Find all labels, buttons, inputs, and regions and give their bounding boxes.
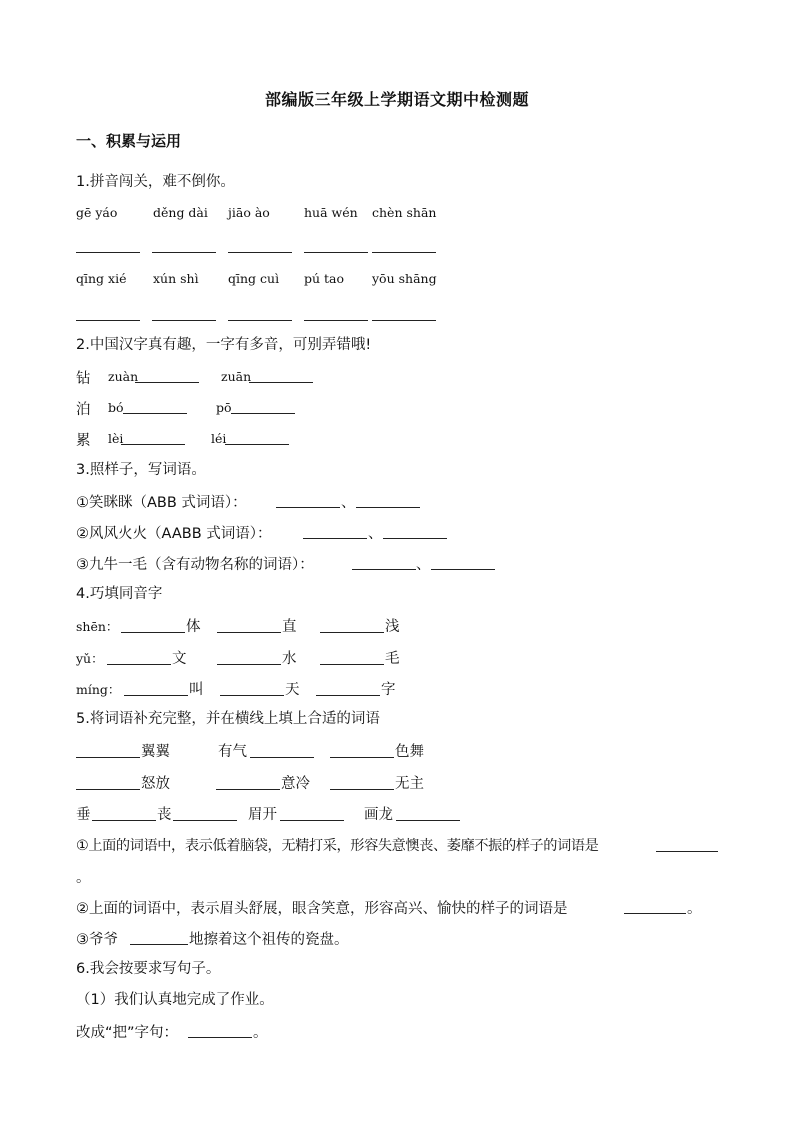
answer-blank[interactable]	[124, 695, 188, 696]
pinyin-reading: míng：	[76, 682, 121, 697]
answer-blank[interactable]	[220, 695, 284, 696]
question-5-label: 5.将词语补充完整，并在横线上填上合适的词语	[76, 711, 380, 727]
answer-blank[interactable]	[231, 413, 295, 414]
answer-blank[interactable]	[130, 944, 188, 945]
example-prompt: ③九牛一毛（含有动物名称的词语）：	[76, 557, 314, 573]
pinyin-reading: bó	[108, 400, 124, 415]
sentence-end: 。	[687, 901, 702, 917]
polyphone-char: 钻	[76, 371, 91, 387]
sub-question-text: 地擦着这个祖传的瓷盘。	[189, 932, 349, 948]
answer-blank[interactable]	[372, 320, 436, 321]
polyphone-char: 累	[76, 433, 91, 449]
separator: 、	[416, 557, 431, 573]
homophone-char: 体	[186, 619, 201, 635]
pinyin-item: gē yáo	[76, 205, 118, 220]
pinyin-reading: zuān	[221, 369, 252, 384]
homophone-char: 水	[282, 651, 297, 667]
pinyin-item: qīng cuì	[228, 271, 280, 286]
q6-item-1: （1）我们认真地完成了作业。	[76, 992, 274, 1008]
answer-blank[interactable]	[320, 632, 384, 633]
sentence-end: 。	[76, 870, 91, 886]
pinyin-item: chèn shān	[372, 205, 437, 220]
homophone-char: 叫	[189, 682, 204, 698]
answer-blank[interactable]	[372, 252, 436, 253]
pinyin-reading: yǔ：	[76, 651, 104, 666]
answer-blank[interactable]	[431, 569, 495, 570]
answer-blank[interactable]	[188, 1037, 252, 1038]
answer-blank[interactable]	[135, 382, 199, 383]
idiom-part: 意冷	[281, 776, 310, 792]
answer-blank[interactable]	[304, 252, 368, 253]
answer-blank[interactable]	[330, 757, 394, 758]
idiom-part: 怒放	[141, 776, 170, 792]
rewrite-prompt: 改成“把”字句：	[76, 1025, 179, 1041]
answer-blank[interactable]	[121, 444, 185, 445]
pinyin-item: xún shì	[153, 271, 199, 286]
polyphone-char: 泊	[76, 402, 91, 418]
answer-blank[interactable]	[316, 695, 380, 696]
idiom-part: 有气	[218, 744, 247, 760]
answer-blank[interactable]	[383, 538, 447, 539]
answer-blank[interactable]	[225, 444, 289, 445]
answer-blank[interactable]	[624, 913, 686, 914]
answer-blank[interactable]	[352, 569, 416, 570]
example-prompt: ②风风火火（AABB 式词语）：	[76, 526, 272, 542]
answer-blank[interactable]	[280, 820, 344, 821]
pinyin-reading: pō	[216, 400, 232, 415]
sub-question-text: ①上面的词语中，表示低着脑袋，无精打采，形容失意懊丧、萎靡不振的样子的词语是	[76, 838, 599, 854]
question-4-label: 4.巧填同音字	[76, 586, 163, 602]
pinyin-item: qīng xié	[76, 271, 127, 286]
answer-blank[interactable]	[396, 820, 460, 821]
homophone-char: 直	[282, 619, 297, 635]
question-3-label: 3.照样子，写词语。	[76, 462, 206, 478]
example-prompt: ①笑眯眯（ABB 式词语）：	[76, 495, 247, 511]
idiom-part: 色舞	[395, 744, 424, 760]
pinyin-item: huā wén	[304, 205, 358, 220]
answer-blank[interactable]	[356, 507, 420, 508]
answer-blank[interactable]	[152, 320, 216, 321]
pinyin-reading: lèi	[108, 431, 124, 446]
homophone-char: 浅	[385, 619, 400, 635]
answer-blank[interactable]	[76, 789, 140, 790]
answer-blank[interactable]	[123, 413, 187, 414]
answer-blank[interactable]	[228, 320, 292, 321]
answer-blank[interactable]	[76, 757, 140, 758]
question-1-label: 1.拼音闯关，难不倒你。	[76, 174, 235, 190]
answer-blank[interactable]	[330, 789, 394, 790]
sub-question-text: ③爷爷	[76, 932, 118, 948]
idiom-part: 丧	[157, 807, 172, 823]
homophone-char: 文	[172, 651, 187, 667]
answer-blank[interactable]	[121, 632, 185, 633]
answer-blank[interactable]	[249, 382, 313, 383]
homophone-char: 字	[381, 682, 396, 698]
sub-question-text: ②上面的词语中，表示眉头舒展，眼含笑意，形容高兴、愉快的样子的词语是	[76, 901, 568, 917]
separator: 、	[368, 526, 383, 542]
pinyin-item: děng dài	[153, 205, 208, 220]
sentence-end: 。	[253, 1025, 268, 1041]
pinyin-reading: zuàn	[108, 369, 139, 384]
answer-blank[interactable]	[276, 507, 340, 508]
separator: 、	[341, 495, 356, 511]
idiom-part: 垂	[76, 807, 91, 823]
pinyin-reading: léi	[211, 431, 227, 446]
answer-blank[interactable]	[92, 820, 156, 821]
idiom-part: 无主	[395, 776, 424, 792]
pinyin-reading: shēn：	[76, 619, 119, 634]
answer-blank[interactable]	[304, 320, 368, 321]
answer-blank[interactable]	[76, 252, 140, 253]
answer-blank[interactable]	[152, 252, 216, 253]
homophone-char: 毛	[385, 651, 400, 667]
question-2-label: 2.中国汉字真有趣，一字有多音，可别弄错哦!	[76, 337, 372, 353]
idiom-part: 眉开	[248, 807, 277, 823]
section-heading: 一、积累与运用	[76, 132, 182, 150]
idiom-part: 翼翼	[141, 744, 170, 760]
homophone-char: 天	[285, 682, 300, 698]
pinyin-item: pú tao	[304, 271, 345, 286]
idiom-part: 画龙	[364, 807, 393, 823]
answer-blank[interactable]	[216, 789, 280, 790]
answer-blank[interactable]	[656, 851, 718, 852]
answer-blank[interactable]	[228, 252, 292, 253]
answer-blank[interactable]	[320, 664, 384, 665]
answer-blank[interactable]	[217, 632, 281, 633]
answer-blank[interactable]	[173, 820, 237, 821]
answer-blank[interactable]	[76, 320, 140, 321]
pinyin-item: jiāo ào	[228, 205, 270, 220]
page-title: 部编版三年级上学期语文期中检测题	[264, 90, 529, 109]
question-6-label: 6.我会按要求写句子。	[76, 961, 221, 977]
answer-blank[interactable]	[303, 538, 367, 539]
answer-blank[interactable]	[107, 664, 171, 665]
answer-blank[interactable]	[217, 664, 281, 665]
pinyin-item: yōu shāng	[372, 271, 437, 286]
answer-blank[interactable]	[250, 757, 314, 758]
